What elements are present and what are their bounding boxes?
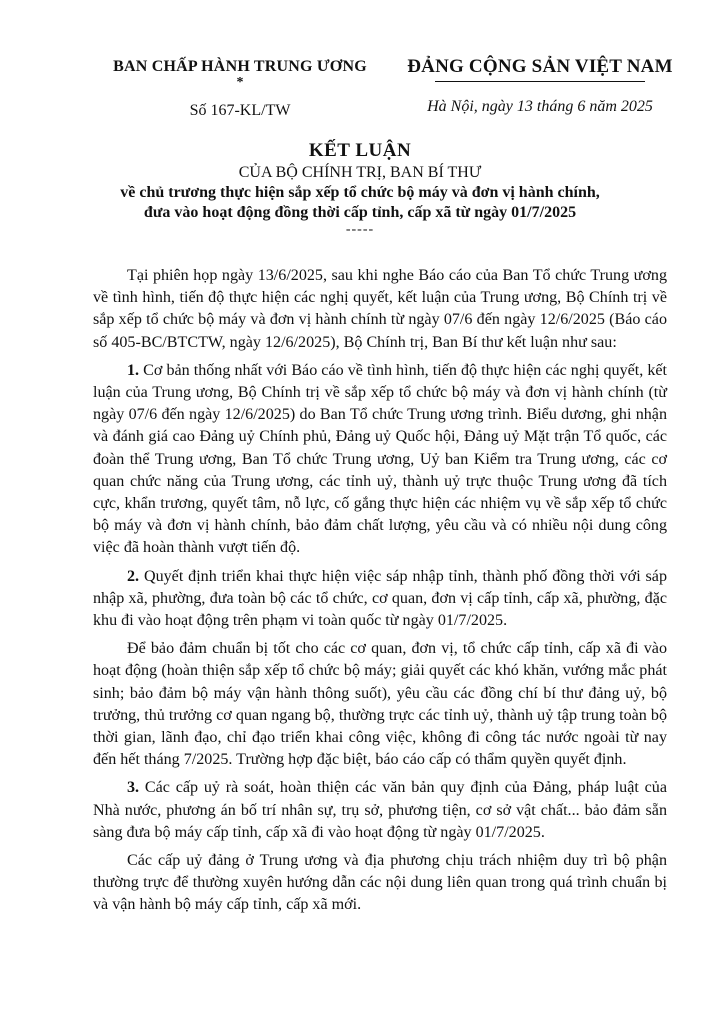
organization-name: BAN CHẤP HÀNH TRUNG ƯƠNG [113, 58, 367, 75]
header-left [100, 58, 380, 120]
paragraph-2-text: Quyết định triển khai thực hiện việc sáp nhập tỉnh, thành phố đồng thời với sáp nhập xã, phường, đưa toàn bộ các tổ chức, cơ quan, đơn vị cấp tỉnh, cấp xã, phường, đặc khu đi vào hoạt động trên phạm vi toàn quốc từ ngày 01/7/2025. [93, 567, 667, 630]
paragraph-1-number: 1. [127, 361, 140, 379]
paragraph-3b: Các cấp uỷ đảng ở Trung ương và địa phương chịu trách nhiệm duy trì bộ phận thường trực để thường xuyên hướng dẫn các nội dung liên quan trong quá trình chuẩn bị và vận hành bộ máy cấp tỉnh, cấp xã mới. [93, 852, 667, 914]
document-issuer: CỦA BỘ CHÍNH TRỊ, BAN BÍ THƯ [238, 164, 482, 181]
paragraph-1-text: Cơ bản thống nhất với Báo cáo về tình hình, tiến độ thực hiện các nghị quyết, kết luận của Trung ương, Bộ Chính trị về sắp xếp tổ chức bộ máy và đơn vị hành chính (từ ngày 07/6 đến ngày 12/6/2025) do Ban Tổ chức Trung ương trình. Biểu dương, ghi nhận và đánh giá cao Đảng uỷ Chính phủ, Đảng uỷ Quốc hội, Đảng uỷ Mặt trận Tổ quốc, các đoàn thể Trung ương, Ban Tổ chức Trung ương, Uỷ ban Kiểm tra Trung ương, các cơ quan chức năng của Trung ương, các tỉnh uỷ, thành uỷ trực thuộc Trung ương đã tích cực, khẩn trương, quyết tâm, nỗ lực, cố gắng thực hiện các nhiệm vụ về sắp xếp tổ chức bộ máy và đơn vị hành chính, bảo đảm chất lượng, yêu cầu và có nhiều nội dung công việc đã hoàn thành vượt tiến độ. [93, 361, 667, 557]
party-underline [435, 81, 645, 82]
paragraph-3-number: 3. [127, 779, 140, 797]
subject-line-2: đưa vào hoạt động đồng thời cấp tỉnh, cấp xã từ ngày 01/7/2025 [143, 204, 577, 221]
document-body [93, 265, 667, 923]
paragraph-2-number: 2. [127, 567, 140, 585]
document-number: Số 167-KL/TW [189, 102, 291, 119]
star-mark: * [236, 75, 244, 90]
title-separator: ----- [345, 222, 375, 237]
paragraph-2b: Để bảo đảm chuẩn bị tốt cho các cơ quan, đơn vị, tổ chức cấp tỉnh, cấp xã đi vào hoạt động (hoàn thiện sắp xếp tổ chức bộ máy; giải quyết các khó khăn, vướng mắc phát sinh; bảo đảm bộ máy vận hành thông suốt), yêu cầu các đồng chí bí thư đảng uỷ, bộ trưởng, thủ trưởng cơ quan ngang bộ, thường trực các tỉnh uỷ, thành uỷ tập trung toàn bộ thời gian, lãnh đạo, chỉ đạo triển khai công việc, không đi công tác nước ngoài từ nay đến hết tháng 7/2025. Trường hợp đặc biệt, báo cáo cấp có thẩm quyền quyết định. [93, 640, 667, 769]
title-block [60, 140, 660, 238]
header-right [400, 56, 680, 116]
paragraph-3 [93, 777, 667, 844]
document-date: Hà Nội, ngày 13 tháng 6 năm 2025 [427, 98, 653, 115]
paragraph-3-text: Các cấp uỷ rà soát, hoàn thiện các văn bản quy định của Đảng, pháp luật của Nhà nước, phương án bố trí nhân sự, trụ sở, phương tiện, cơ sở vật chất... bảo đảm sẵn sàng đưa bộ máy cấp tỉnh, cấp xã đi vào hoạt động từ ngày 01/7/2025. [93, 779, 667, 841]
party-name: ĐẢNG CỘNG SẢN VIỆT NAM [407, 56, 673, 77]
paragraph-2 [93, 566, 667, 633]
paragraph-1 [93, 360, 667, 560]
subject-line-1: về chủ trương thực hiện sắp xếp tổ chức bộ máy và đơn vị hành chính, [120, 184, 600, 201]
intro-paragraph: Tại phiên họp ngày 13/6/2025, sau khi nghe Báo cáo của Ban Tổ chức Trung ương về tình hình, tiến độ thực hiện các nghị quyết, kết luận của Trung ương, Bộ Chính trị về sắp xếp tổ chức bộ máy và đơn vị hành chính từ ngày 07/6 đến ngày 12/6/2025 (Báo cáo số 405-BC/BTCTW, ngày 12/6/2025), Bộ Chính trị, Ban Bí thư kết luận như sau: [93, 267, 667, 351]
document-title: KẾT LUẬN [308, 140, 412, 161]
